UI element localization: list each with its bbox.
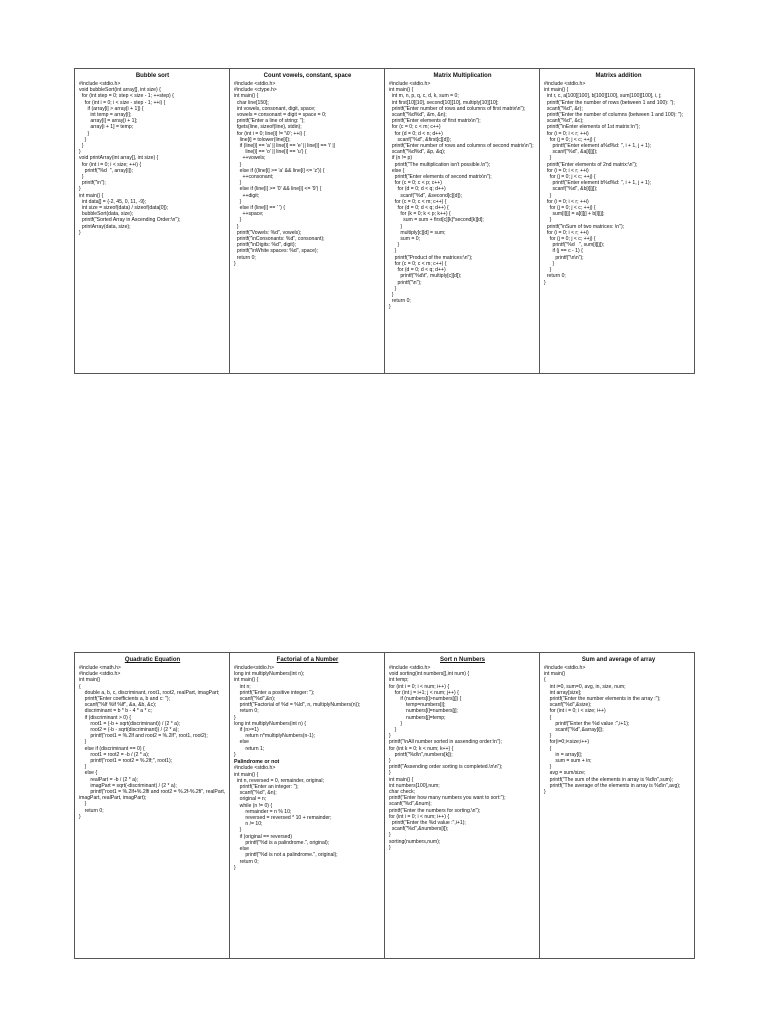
code-block: #include <stdio.h> int main() { int m, n, p, q, c, d, k, sum = 0; int first[10][10], second[10][10], multiply[10][10]; printf("Enter number of rows and columns of first matrix\n"); scanf("%d%d", &m, &n); printf("Enter elements of first matrix\n"); for (c = 0; c < m; c++) for (d = 0; d < n; d++) scanf("%d", &first[c][d]); printf("Enter number of rows and columns of second matrix\n"); scanf("%d%d", &p, &q); if (n != p) printf("The multiplication isn't possible.\n"); else { printf("Enter elements of second matrix\n"); for (c = 0; c < p; c++) for (d = 0; d < q; d++) scanf("%d", &second[c][d]); for (c = 0; c < m; c++) { for (d = 0; d < q; d++) { for (k = 0; k < p; k++) { sum = sum + first[c][k]*second[k][d]; } multiply[c][d] = sum; sum = 0; } } printf("Product of the matrices:\n"); for (c = 0; c < m; c++) { for (d = 0; d < q; d++) printf("%d\t", multiply[c][d]); printf("\n"); } } return 0; } — [389, 81, 534, 311]
bubble-sort-section — [75, 69, 230, 373]
palindrome-title: Palindrome or not — [234, 759, 280, 766]
top-code-sheet — [74, 68, 695, 374]
sum-average-section — [540, 653, 696, 958]
section-title: Matrix Multiplication — [433, 73, 492, 79]
section-title: Matrixs addition — [595, 73, 642, 79]
matrix-multiplication-section — [385, 69, 540, 373]
bottom-code-sheet — [74, 652, 695, 959]
code-block: #include <stdio.h> void sorting(int numbers[],int num) { int temp; for (int i = 0; i < num; i++) { for (int j = i+1; j < num; j++) { if (numbers[i]>numbers[j]) { temp=numbers[i]; numbers[i]=numbers[j]; numbers[j]=temp; } } } printf("\nAll number sorted in assending order:\n"); for (int k = 0; k < num; k++) { printf("%d\n",numbers[k]); } printf("Assending order sorting is completed.\n\n"); } int main() { int numbers[100],num; char check; printf("Enter how many numbers you want to sort:"); scanf("%d",&num); printf("Enter the numbers for sorting.\n"); for (int i = 0; i < num; i++) { printf("Enter the %d value :",i+1); scanf("%d",&numbers[i]); } sorting(numbers,num); } — [389, 665, 506, 851]
code-block: #include <stdio.h> #include <ctype.h> int main() { char line[150]; int vowels, consonant, digit, space; vowels = consonant = digit = space = 0; printf("Enter a line of string: "); fgets(line, sizeof(line), stdin); for (int i = 0; line[i] != '\0'; ++i) { line[i] = tolower(line[i]); if (line[i] == 'a' || line[i] == 'e' || line[i] == 'i' || line[i] == 'o' || line[i] == 'u') { ++vowels; } else if ((line[i] >= 'a' && line[i] <= 'z')) { ++consonant; } else if (line[i] >= '0' && line[i] <= '9') { ++digit; } else if (line[i] == ' ') { ++space; } } printf("Vowels: %d", vowels); printf("\nConsonants: %d", consonant); printf("\nDigits: %d", digit); printf("\nWhite spaces: %d", space); return 0; } — [234, 81, 335, 267]
code-block: #include <stdio.h> int main() { int r, c, a[100][100], b[100][100], sum[100][100], i, j; printf("Enter the number of rows (between 1 and 100): "); scanf("%d", &r); printf("Enter the number of columns (between 1 and 100): "); scanf("%d", &c); printf("\nEnter elements of 1st matrix:\n"); for (i = 0; i < r; ++i) for (j = 0; j < c; ++j) { printf("Enter element a%d%d: ", i + 1, j + 1); scanf("%d", &a[i][j]); } printf("Enter elements of 2nd matrix:\n"); for (i = 0; i < r; ++i) for (j = 0; j < c; ++j) { printf("Enter element b%d%d: ", i + 1, j + 1); scanf("%d", &b[i][j]); } for (i = 0; i < r; ++i) for (j = 0; j < c; ++j) { sum[i][j] = a[i][j] + b[i][j]; } printf("\nSum of two matrices: \n"); for (i = 0; i < r; ++i) for (j = 0; j < c; ++j) { printf("%d ", sum[i][j]); if (j == c - 1) { printf("\n\n"); } } return 0; } — [544, 81, 683, 286]
sort-numbers-section — [385, 653, 540, 958]
count-vowels-section — [230, 69, 385, 373]
code-block-palindrome: #include <stdio.h> int main() { int n, reversed = 0, remainder, original; printf("Enter an integer: "); scanf("%d", &n); original = n; while (n != 0) { remainder = n % 10; reversed = reversed * 10 + remainder; n /= 10; } if (original == reversed) printf("%d is a palindrome.", original); else printf("%d is not a palindrome.", original); return 0; } — [234, 765, 338, 871]
section-title: Quadratic Equation — [124, 657, 181, 663]
quadratic-equation-section — [75, 653, 230, 958]
section-title: Bubble sort — [135, 73, 170, 79]
code-block: #include <math.h> #include <stdio.h> int main() { double a, b, c, discriminant, root1, root2, realPart, imagPart; printf("Enter coefficients a, b and c: "); scanf("%lf %lf %lf", &a, &b, &c); discriminant = b * b - 4 * a * c; if (discriminant > 0) { root1 = (-b + sqrt(discriminant)) / (2 * a); root2 = (-b - sqrt(discriminant)) / (2 * a); printf("root1 = %.2lf and root2 = %.2lf", root1, root2); } else if (discriminant == 0) { root1 = root2 = -b / (2 * a); printf("root1 = root2 = %.2lf;", root1); } else { realPart = -b / (2 * a); imagPart = sqrt(-discriminant) / (2 * a); printf("root1 = %.2lf+%.2lfi and root2 = %.2f-%.2fi", realPart, imagPart, realPart, imagPart); } return 0; } — [79, 665, 226, 820]
section-title: Count vowels, constant, space — [263, 73, 352, 79]
section-title: Sort n Numbers — [439, 657, 485, 663]
code-block: #include <stdio.h> void bubbleSort(int array[], int size) { for (int step = 0; step < size - 1; ++step) { for (int i = 0; i < size - step - 1; ++i) { if (array[i] > array[i + 1]) { int temp = array[i]; array[i] = array[i + 1]; array[i + 1] = temp; } } } } void printArray(int array[], int size) { for (int i = 0; i < size; ++i) { printf("%d ", array[i]); } printf("\n"); } int main() { int data[] = {-2, 45, 0, 11, -9}; int size = sizeof(data) / sizeof(data[0]); bubbleSort(data, size); printf("Sorted Array in Ascending Order:\n"); printArray(data, size); } — [79, 81, 181, 236]
factorial-section — [230, 653, 385, 958]
code-block: #include <stdio.h> int main() { int i=0, sum=0, avg, in, size, num; int array[size]; printf("Enter the number elements in the array :"); scanf("%d",&size); for (int i = 0; i < size; i++) { printf("Enter the %d value :",i+1); scanf("%d",&array[i]); } for(i=0;i<size;i++) { in = array[i]; sum = sum + in; } avg = sum/size; printf("The sum of the elements in array is %d\n",sum); printf("The average of the elements in array is %d\n",avg); } — [544, 665, 681, 796]
code-block: #include<stdio.h> long int multiplyNumbers(int n); int main() { int n; printf("Enter a positive integer: "); scanf("%d",&n); printf("Factorial of %d = %ld", n, multiplyNumbers(n)); return 0; } long int multiplyNumbers(int n) { if (n>=1) return n*multiplyNumbers(n-1); else return 1; } — [234, 665, 361, 758]
section-title: Factorial of a Number — [276, 657, 339, 663]
matrix-addition-section — [540, 69, 696, 373]
section-title: Sum and average of array — [581, 657, 656, 663]
